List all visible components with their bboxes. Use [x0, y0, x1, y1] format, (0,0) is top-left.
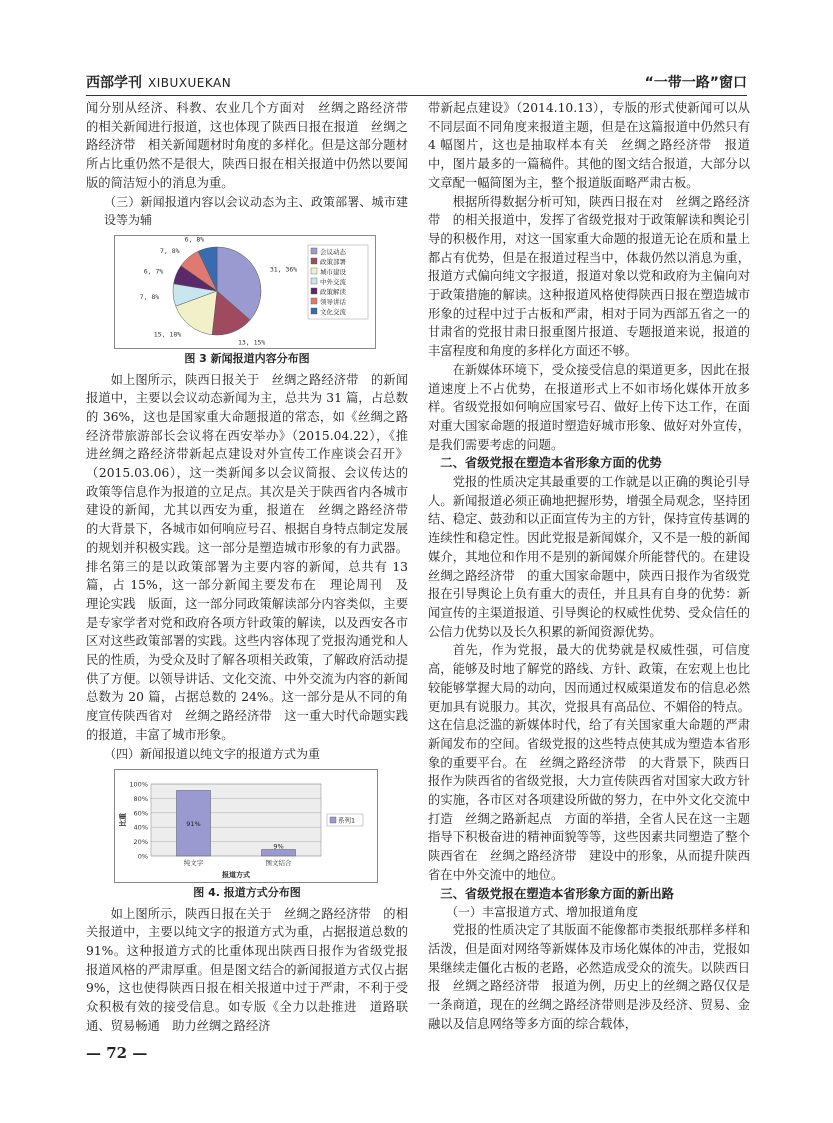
legend-swatch — [311, 308, 317, 314]
x-tick-label: 纯文字 — [183, 858, 204, 867]
bar-chart-frame — [114, 769, 378, 883]
legend-label: 政策部署 — [320, 257, 346, 266]
pie-data-label: 31, 36% — [269, 265, 298, 274]
header-rule — [86, 95, 747, 96]
bar-data-label: 91% — [186, 819, 201, 828]
journal-pinyin: XIBUXUEKAN — [148, 76, 232, 90]
figure-caption: 图 3 新闻报道内容分布图 — [184, 351, 310, 365]
paragraph: 闻分别从经济、科教、农业几个方面对 丝绸之路经济带 的相关新闻进行报道，这也体现了陕西日报在报道 丝绸之路经济带 相关新闻题材时角度的多样化。但是这部分题材所占比重仍然不是很大，陕西日报在相关报道中仍然以要闻版的简洁短小的消息为重。 — [86, 101, 421, 190]
y-tick-label: 0% — [137, 852, 148, 861]
figure-caption: 图 4. 报道方式分布图 — [193, 885, 301, 899]
paragraph: 带新起点建设》（2014.10.13），专版的形式使新闻可以从不同层面不同角度来报道主题，但是在这篇报道中仍然只有 4 幅图片，这也是抽取样本有关 丝绸之路经济带 报道中，图片最多的一篇稿件。其他的图文结合报道，大部分以文章配一幅简图为主，整个报道版面略严肃古板。 — [428, 101, 750, 190]
pie-chart — [115, 236, 375, 348]
pie-data-label: 13, 15% — [237, 337, 266, 346]
legend-label: 会议动态 — [320, 247, 346, 256]
legend-swatch — [330, 817, 336, 823]
bar-chart — [115, 770, 377, 882]
section-heading: 二、省级党报在塑造本省形象方面的优势 — [440, 456, 662, 471]
legend-label: 中外交流 — [320, 277, 346, 286]
legend-label: 政策解读 — [320, 287, 346, 296]
x-tick-label: 图文结合 — [265, 858, 292, 867]
legend-swatch — [311, 248, 317, 254]
pie-chart-frame — [114, 235, 376, 349]
paragraph: 如上图所示，陕西日报在关于 丝绸之路经济带 的相关报道中，主要以纯文字的报道方式为重，占据报道总数的 91%。这种报道方式的比重体现出陕西日报作为省级党报报道风格的严肃厚重。但是图文结合的新闻报道方式仅占据 9%，这也使得陕西日报在相关报道中过于严肃，不利于受众积极有效的接受信息。如专版《全力以赴推进 道路联通、贸易畅通 助力丝绸之路经济 — [86, 906, 408, 1033]
bar-data-label: 9% — [273, 842, 284, 851]
y-tick-label: 100% — [129, 780, 148, 789]
left-column — [86, 99, 421, 1036]
legend-label: 城市建设 — [320, 267, 346, 276]
legend-label: 系列1 — [338, 816, 356, 825]
section-heading: 三、省级党报在塑造本省形象方面的新出路 — [440, 886, 674, 901]
paragraph: 党报的性质决定了其版面不能像都市类报纸那样多样和活泼，但是面对网络等新媒体及市场化媒体的冲击，党报如果继续走僵化古板的老路，必然造成受众的流失。以陕西日报 丝绸之路经济带 报道为例，历史上的丝绸之路仅仅是一条商道，现在的丝绸之路经济带则是涉及经济、贸易、金融以及信息网络等多方面的综合载体， — [428, 923, 750, 1031]
paragraph: 在新媒体环境下，受众接受信息的渠道更多，因此在报道速度上不占优势，在报道形式上不如市场化媒体开放多样。省级党报如何响应国家号召、做好上传下达工作，在面对重大国家命题的报道时塑造好城市形象、做好对外宣传，是我们需要考虑的问题。 — [428, 362, 750, 452]
y-tick-label: 40% — [133, 823, 148, 832]
legend-label: 领导讲话 — [320, 297, 346, 306]
paragraph: 首先，作为党报，最大的优势就是权威性强，可信度高，能够及时地了解党的路线、方针、政策，在宏观上也比较能够掌握大局的动向，因而通过权威渠道发布的信息必然更加具有说服力。其次，党报具有高品位、不媚俗的特点。这在信息泛滥的新媒体时代，给了有关国家重大命题的严肃新闻发布的空间。省级党报的这些特点使其成为塑造本省形象的重要平台。在 丝绸之路经济带 的大背景下，陕西日报作为陕西省的省级党报，大力宣传陕西省对国家大政方针的实施，各市区对各项建设所做的努力，在中外文化交流中打造 丝绸之路新起点 方面的举措，全省人民在这一主题指导下积极奋进的精神面貌等等，这些因素共同塑造了整个陕西省在 丝绸之路经济带 建设中的形象，从而提升陕西省在中外交流中的地位。 — [428, 643, 750, 882]
legend-swatch — [311, 288, 317, 294]
legend-label: 文化交流 — [320, 307, 346, 316]
legend-swatch — [311, 258, 317, 264]
subheading: （三）新闻报道内容以会议动态为主、政策部署、城市建设等为辅 — [104, 194, 408, 227]
y-tick-label: 60% — [133, 808, 148, 817]
y-tick-label: 20% — [133, 837, 148, 846]
section-title: “一带一路”窗口 — [644, 75, 747, 91]
figure-3 — [86, 235, 408, 349]
paragraph: 如上图所示，陕西日报关于 丝绸之路经济带 的新闻报道中，主要以会议动态新闻为主，总共为 31 篇，占总数的 36%，这也是国家重大命题报道的常态，如《丝绸之路经济带旅游部长会议将在西安举办》（2015.04.22），《推进丝绸之路经济带新起点建设对外宣传工作座谈会召开》（2015.03.06），这一类新闻多以会议简报、会议传达的政策等信息作为报道的立足点。其次是关于陕西省内各城市建设的新闻，尤其以西安为重，报道在 丝绸之路经济带 的大背景下，各城市如何响应号召、根据自身特点制定发展的规划并积极实践。这一部分是塑造城市形象的有力武器。排名第三的是以政策部署为主要内容的新闻，总共有 13 篇，占 15%，这一部分新闻主要发布在 理论周刊 及 理论实践 版面，这一部分同政策解读部分内容类似，主要是专家学者对党和政府各项方针政策的解读，以及西安各市区对这些政策部署的实践。这些内容体现了党报沟通党和人民的性质，为受众及时了解各项相关政策，了解政府活动提供了方便。以领导讲话、文化交流、中外交流为内容的新闻总数为 20 篇，占据总数的 24%。这一部分是从不同的角度宣传陕西省对 丝绸之路经济带 这一重大时代命题实践的报道，丰富了城市形象。 — [86, 372, 421, 742]
journal-name: 西部学刊 XIBUXUEKAN — [86, 75, 232, 91]
legend-swatch — [311, 298, 317, 304]
legend-swatch — [311, 278, 317, 284]
page-number: — 72 — — [86, 1044, 148, 1062]
pie-data-label: 7, 8% — [159, 246, 180, 255]
x-axis-label: 报道方式 — [222, 870, 250, 879]
y-tick-label: 80% — [133, 794, 148, 803]
paragraph: 根据所得数据分析可知，陕西日报在对 丝绸之路经济带 的相关报道中，发挥了省级党报对于政策解读和舆论引导的积极作用，对这一国家重大命题的报道无论在质和量上都占有优势，但是在报道过程当中，体裁仍然以消息为重，报道方式偏向纯文字报道，报道对象以党和政府为主偏向对于政策措施的解读。这种报道风格使得陕西日报在塑造城市形象的过程中过于古板和严肃，相对于同为西部五省之一的甘肃省的党报甘肃日报重图片报道、专题报道来说，报道的丰富程度和角度的多样化方面还不够。 — [428, 194, 750, 359]
pie-data-label: 6, 8% — [184, 235, 205, 243]
pie-data-label: 7, 8% — [139, 292, 160, 301]
paragraph: 党报的性质决定其最重要的工作就是以正确的舆论引导人。新闻报道必须正确地把握形势，增强全局观念，坚持团结、稳定、鼓劲和以正面宣传为主的方针，保持宣传基调的连续性和稳定性。因此党报是新闻媒介，又不是一般的新闻媒介，其地位和作用不是别的新闻媒介所能替代的。在建设 丝绸之路经济带 的重大国家命题中，陕西日报作为省级党报在引导舆论上负有重大的责任，并且具有自身的优势：新闻宣传的主渠道报道、引导舆论的权威性优势、受众信任的公信力优势以及长久积累的新闻资源优势。 — [428, 475, 763, 639]
pie-data-label: 15, 18% — [153, 329, 182, 338]
subheading: （四）新闻报道以纯文字的报道方式为重 — [104, 746, 321, 761]
figure-4 — [86, 769, 408, 883]
legend-swatch — [311, 268, 317, 274]
page-header — [86, 72, 747, 94]
right-column — [428, 99, 763, 1033]
subheading: （一）丰富报道方式、增加报道角度 — [446, 905, 639, 920]
pie-data-label: 6, 7% — [143, 267, 164, 276]
y-axis-label: 比重 — [119, 812, 127, 827]
